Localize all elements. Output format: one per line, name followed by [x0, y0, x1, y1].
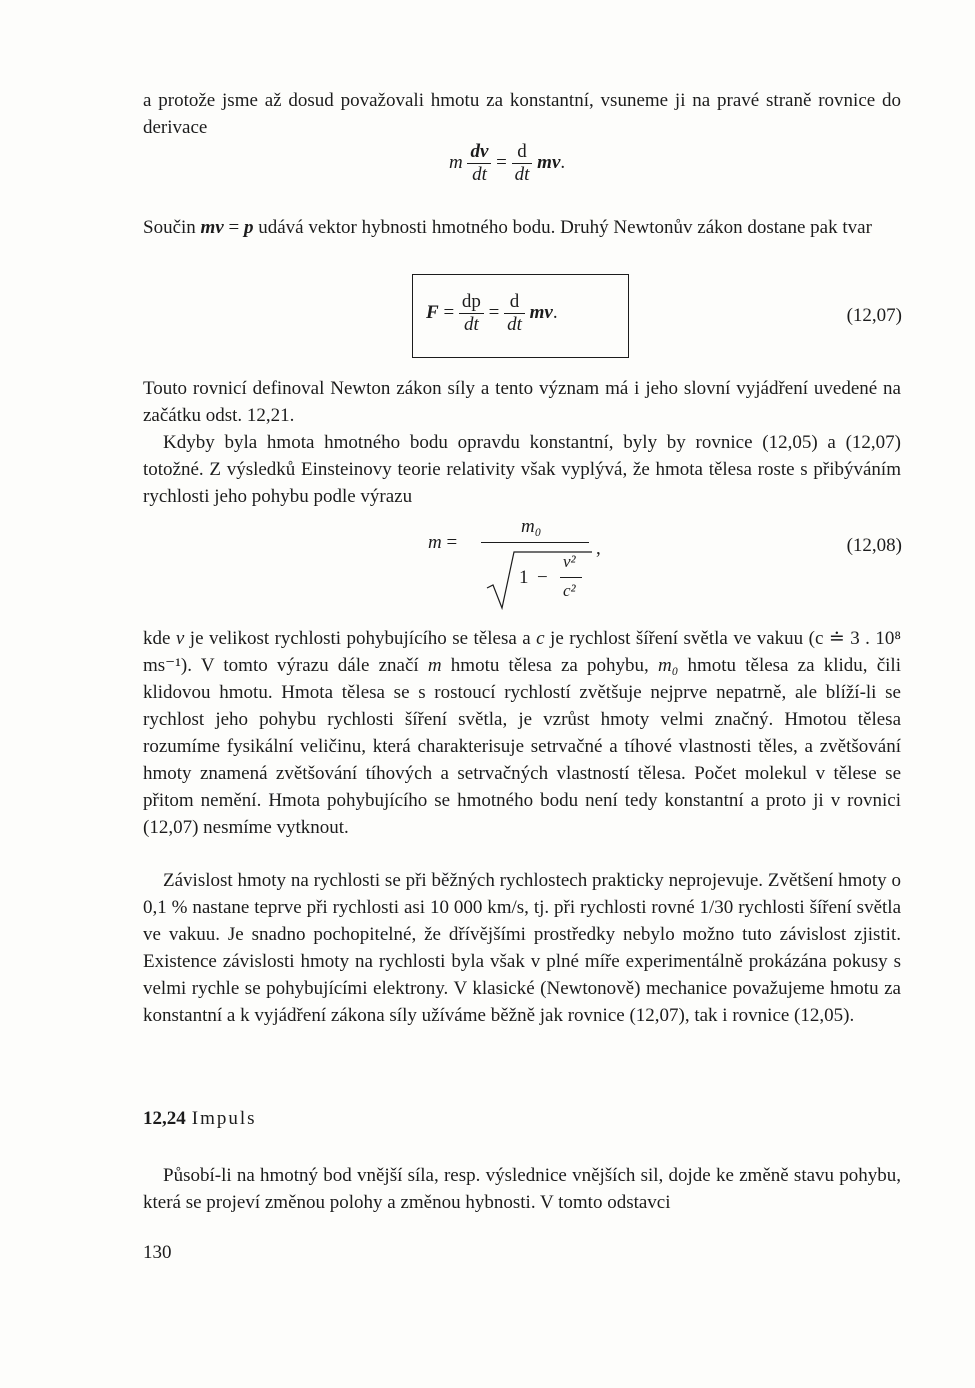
eq1-den2: dt [514, 164, 530, 185]
p5-e: hmotu tělesa za pohybu, [441, 655, 658, 676]
paragraph-5 [143, 625, 901, 841]
p5-f: hmotu tělesa za klidu, čili klidovou hmotu. Hmota tělesa se s rostoucí rychlostí zvětšuje nejprve nepatrně, ale blíží-li se rychlost jeho pohybu rychlosti šíření světla, je vzrůst hmoty velmi značný. Hmotou tělesa rozumíme fysikální veličinu, která charakterisuje setrvačné a tíhové vlastnosti těles, a zvětšování hmoty znamená zvětšování tíhových a setrvačných vlastností tělesa. Počet molekul v tělese se přitom nemění. Hmota pohybujícího se hmotného bodu není tedy konstantní a proto ji v rovnici (12,07) nesmíme vytknout. [143, 655, 901, 838]
p5-m: m [427, 655, 442, 676]
eq2-den2: dt [507, 314, 522, 335]
paragraph-2 [143, 214, 901, 241]
p5-b: je velikost rychlosti pohybujícího se tělesa a [184, 628, 537, 649]
eq1-m: m [449, 151, 463, 173]
eq3-numerator: m₀ [521, 516, 542, 537]
p5-m0: m₀ [657, 655, 679, 676]
eq1-end: . [560, 151, 566, 173]
p2-text-a: Součin [143, 217, 201, 238]
eq1-den1: dt [472, 164, 487, 185]
paragraph-3: Touto rovnicí definoval Newton zákon síly a tento význam má i jeho slovní vyjádření uvedené na začátku odst. 12,21. [143, 378, 901, 426]
p5-c: c [536, 628, 545, 649]
p5-c-text: je rychlost šíření světla ve vakuu ( [544, 628, 815, 649]
equation-label-12-07: (12,07) [846, 305, 902, 326]
eq1-equals: = [496, 151, 507, 173]
eq1-num1: dv [467, 141, 491, 164]
equation-newton-law [426, 291, 558, 336]
paragraph-6: Závislost hmoty na rychlosti se při běžných rychlostech prakticky neprojevuje. Zvětšení hmoty o 0,1 % nastane teprve při rychlosti asi 10 000 km/s, tj. při rychlosti rovné 1/30 rychlosti šíření světla ve vakuu. Je snadno pochopitelné, že dřívějšími prostředky nebylo možno tuto závislost zjistit. Existence závislosti hmoty na rychlosti byla však v plné míře experimentálně prokázána pokusy s velmi rychle se pohybujícími elektrony. V klasické (Newtonově) mechanice považujeme hmotu za konstantní a k vyjádření zákona síly užíváme běžně jak rovnice (12,07), tak i rovnice (12,05). [143, 870, 901, 1026]
page-number: 130 [143, 1242, 172, 1263]
paragraph-4: Kdyby byla hmota hmotného bodu opravdu konstantní, byly by rovnice (12,05) a (12,07) totožné. Z výsledků Einsteinovy teorie relativity však vyplývá, že hmota tělesa roste s přibýváním rychlosti jeho pohybu podle výrazu [143, 432, 901, 507]
p5-a: kde [143, 628, 176, 649]
eq3-c2: c² [563, 581, 576, 600]
eq2-equals-2: = [488, 301, 500, 323]
eq1-num2: d [512, 141, 533, 164]
eq2-end: . [552, 301, 558, 323]
p5-c-expr: c ≐ 3 . 10⁸ ms⁻¹ [143, 628, 901, 676]
eq3-one: 1 [519, 567, 529, 588]
eq3-v2: v² [563, 552, 576, 571]
eq1-fraction-1 [467, 141, 491, 186]
section-heading [143, 1108, 257, 1130]
eq2-den1: dt [464, 314, 479, 335]
p5-v: v [175, 628, 185, 649]
p2-mv: mv [200, 217, 224, 238]
eq3-fraction-bar [481, 542, 589, 543]
eq3-minus: − [537, 567, 548, 588]
eq3-equals: = [446, 532, 458, 553]
eq2-num2: d [504, 291, 525, 314]
eq2-equals-1: = [443, 301, 455, 323]
eq2-num1: dp [459, 291, 484, 314]
eq3-m: m [428, 532, 442, 553]
eq2-F: F [426, 301, 439, 323]
eq2-fraction-2 [504, 291, 525, 336]
equation-label-12-08: (12,08) [846, 535, 902, 556]
section-number: 12,24 [143, 1108, 186, 1129]
paragraph-1: a protože jsme až dosud považovali hmotu za konstantní, vsuneme ji na pravé straně rovnice do derivace [143, 90, 901, 138]
p2-text-b: udává vektor hybnosti hmotného bodu. Druhý Newtonův zákon dostane pak tvar [253, 217, 872, 238]
eq1-rhs: mv [537, 151, 561, 173]
eq2-fraction-1 [459, 291, 484, 336]
eq3-inner-bar [560, 577, 582, 578]
eq3-end: , [596, 538, 601, 559]
p2-p: p [243, 217, 254, 238]
eq2-rhs: mv [529, 301, 553, 323]
equation-derivative [449, 141, 565, 186]
p2-equals: = [223, 217, 244, 238]
section-title: Impuls [191, 1108, 257, 1129]
p5-d: ). V tomto výrazu dále značí [180, 655, 428, 676]
eq1-fraction-2 [512, 141, 533, 186]
paragraph-7: Působí-li na hmotný bod vnější síla, resp. výslednice vnějších sil, dojde ke změně stavu pohybu, která se projeví změnou polohy a změnou hybnosti. V tomto odstavci [143, 1165, 901, 1213]
eq3-lhs [428, 532, 457, 554]
